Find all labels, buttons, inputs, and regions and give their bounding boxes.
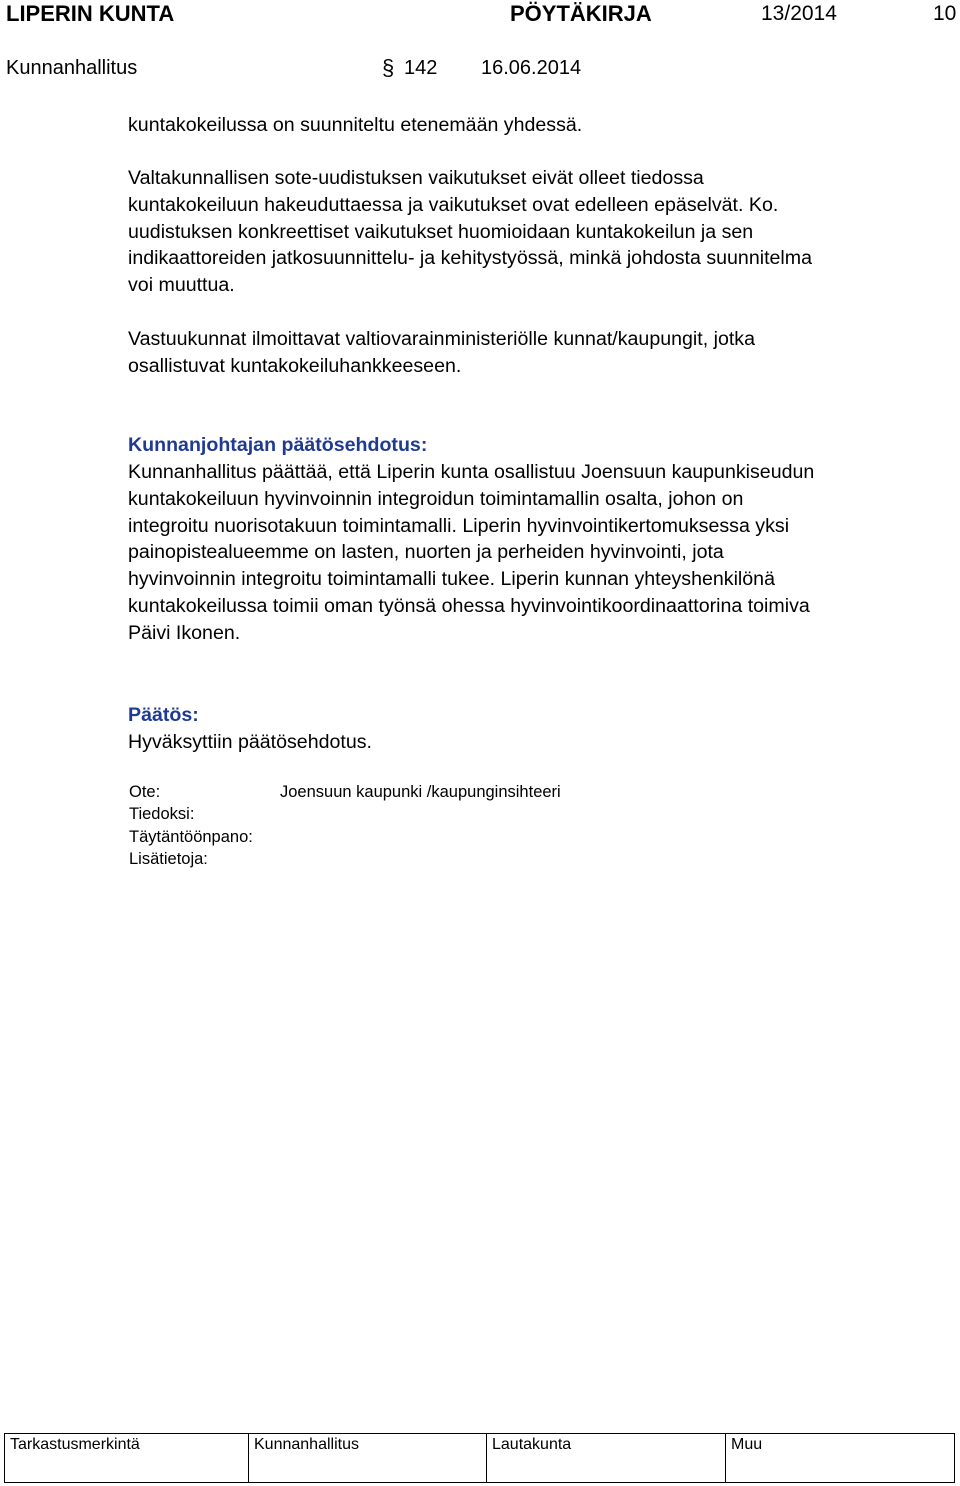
text-line: kuntakokeiluun hyvinvoinnin integroidun toimintamallin osalta, johon on	[128, 487, 744, 510]
text-line: painopistealueemme on lasten, nuorten ja perheiden hyvinvointi, jota	[128, 541, 724, 564]
lisatietoja-label: Lisätietoja:	[129, 850, 208, 868]
footer-cell-kunnanhallitus: Kunnanhallitus	[249, 1434, 487, 1483]
text-line: voi muuttua.	[128, 274, 235, 297]
footer-cell-lautakunta: Lautakunta	[487, 1434, 726, 1483]
decision-text: Hyväksyttiin päätösehdotus.	[128, 731, 372, 753]
proposal-heading: Kunnanjohtajan päätösehdotus:	[128, 434, 428, 456]
text-line: Kunnanhallitus päättää, että Liperin kunta osallistuu Joensuun kaupunkiseudun	[128, 461, 815, 483]
paragraph-continuation	[128, 112, 582, 139]
footer-cell-muu: Muu	[726, 1434, 955, 1483]
footer-table	[4, 1433, 955, 1483]
ote-value: Joensuun kaupunki /kaupunginsihteeri	[280, 783, 561, 801]
footer-row	[5, 1434, 955, 1483]
text-line: integroitu nuorisotakuun toimintamalli. Liperin hyvinvointikertomuksessa yksi	[128, 514, 790, 537]
meeting-date: 16.06.2014	[481, 57, 582, 79]
text-line: osallistuvat kuntakokeiluhankkeeseen.	[128, 354, 462, 377]
text-line: kuntakokeiluun hakeuduttaessa ja vaikutukset ovat edelleen epäselvät. Ko.	[128, 193, 779, 216]
proposal-text	[128, 459, 814, 647]
document-type: PÖYTÄKIRJA	[510, 1, 652, 26]
body-name: Kunnanhallitus	[6, 57, 138, 79]
tiedoksi-label: Tiedoksi:	[129, 805, 195, 823]
text-line: Päivi Ikonen.	[128, 621, 241, 644]
text-line: hyvinvoinnin integroitu toimintamalli tukee. Liperin kunnan yhteyshenkilönä	[128, 568, 775, 591]
section-symbol: §	[382, 55, 395, 80]
text-line: uudistuksen konkreettiset vaikutukset huomioidaan kuntakokeilun ja sen	[128, 220, 754, 243]
text-line: kuntakokeilussa toimii oman työnsä ohessa hyvinvointikoordinaattorina toimiva	[128, 594, 810, 617]
text-line: indikaattoreiden jatkosuunnittelu- ja kehitystyössä, minkä johdosta suunnitelma	[128, 247, 812, 270]
paragraph-vastuukunnat	[128, 326, 755, 380]
page-number: 10	[933, 2, 957, 25]
municipality-name: LIPERIN KUNTA	[6, 1, 175, 26]
text-line: Vastuukunnat ilmoittavat valtiovarainministeriölle kunnat/kaupungit, jotka	[128, 328, 755, 350]
text-line: kuntakokeilussa on suunniteltu etenemään yhdessä.	[128, 114, 583, 136]
taytantoonpano-label: Täytäntöönpano:	[129, 828, 253, 846]
ote-label: Ote:	[129, 783, 161, 801]
decision-heading: Päätös:	[128, 704, 199, 726]
document-number: 13/2014	[761, 2, 837, 25]
section-number: 142	[404, 57, 438, 79]
paragraph-sote	[128, 165, 812, 299]
text-line: Valtakunnallisen sote-uudistuksen vaikutukset eivät olleet tiedossa	[128, 167, 704, 189]
footer-cell-tarkastusmerkinta: Tarkastusmerkintä	[5, 1434, 249, 1483]
